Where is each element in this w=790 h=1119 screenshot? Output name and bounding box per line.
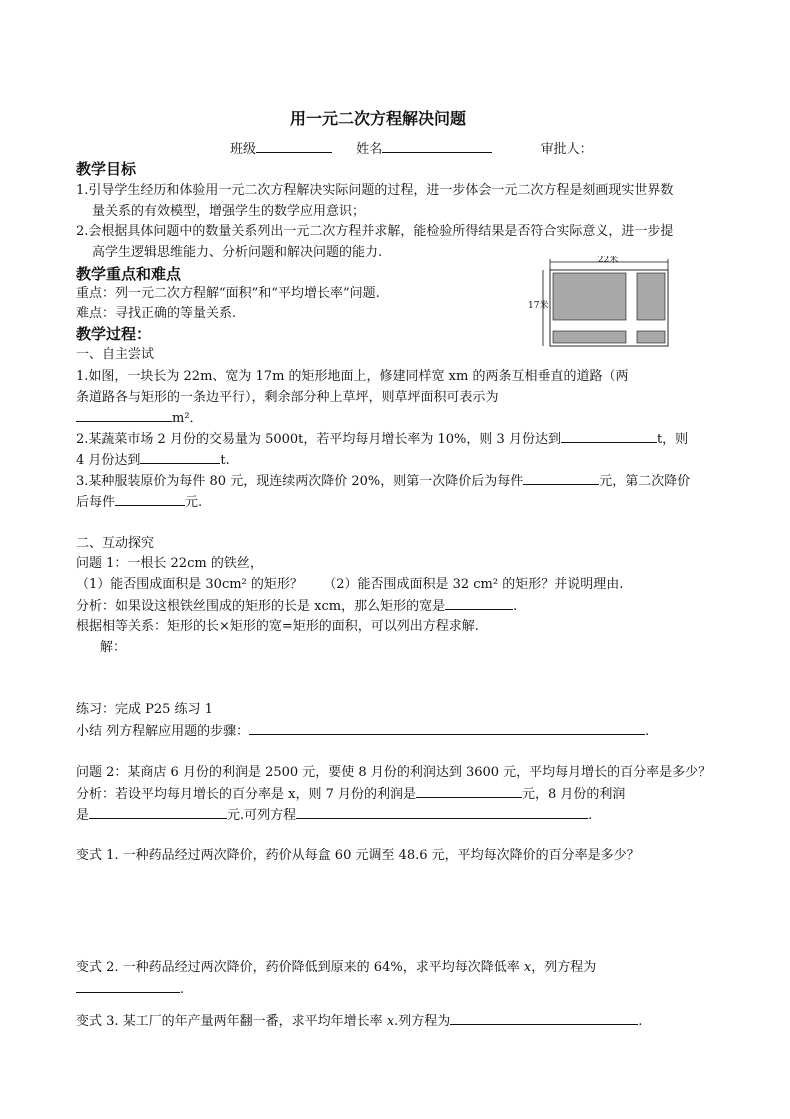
- key-points-heading: 教学重点和难点: [76, 265, 182, 283]
- name-label: 姓名: [356, 142, 383, 157]
- q1-blank[interactable]: [76, 407, 172, 422]
- question-2-line-1: [76, 428, 688, 451]
- q3-unit: 元.: [185, 495, 203, 510]
- variant-3: [76, 1010, 642, 1033]
- v3-text-end: .列方程为: [394, 1014, 451, 1029]
- problem-1-q1: （1）能否围成面积是 30cm² 的矩形？: [76, 577, 303, 592]
- problem-2: 问题 2：某商店 6 月份的利润是 2500 元，要使 8 月份的利润达到 3600 元，平均每月增长的百分率是多少？: [76, 765, 712, 780]
- q2-text: 2.某蔬菜市场 2 月份的交易量为 5000t，若平均每月增长率为 10%，则 3 月份达到: [76, 432, 561, 447]
- summary-dot: .: [645, 724, 650, 739]
- q3-blank-2[interactable]: [115, 491, 185, 506]
- analysis-text: 分析：如果设这根铁丝围成的矩形的长是 xcm，那么矩形的宽是: [76, 599, 446, 614]
- question-2-line-2: [76, 449, 230, 472]
- problem-1-analysis: [76, 595, 517, 618]
- v3-dot: .: [638, 1014, 643, 1029]
- height-label: 17米: [528, 301, 549, 311]
- goal-1-line-2: 量关系的有效模型，增强学生的数学应用意识；: [92, 204, 366, 219]
- p2-blank-1[interactable]: [416, 783, 522, 798]
- width-label: 22米: [597, 256, 619, 265]
- v3-blank[interactable]: [450, 1010, 638, 1025]
- p2-blank-2[interactable]: [89, 804, 227, 819]
- q2-text-end: t，则: [656, 432, 689, 447]
- summary-blank[interactable]: [249, 720, 645, 735]
- process-heading: 教学过程：: [76, 325, 152, 343]
- v3-text: 变式 3. 某工厂的年产量两年翻一番，求平均年增长率: [76, 1014, 383, 1029]
- v3-variable: x: [386, 1014, 395, 1029]
- difficulty-point: 难点：寻找正确的等量关系.: [76, 306, 237, 321]
- v2-variable: x: [523, 960, 532, 975]
- question-3-line-2: [76, 491, 202, 514]
- problem-2-analysis: [76, 783, 625, 806]
- problem-1-questions: [76, 574, 623, 596]
- q3-text-2: 后每件: [76, 495, 116, 510]
- q2-blank-1[interactable]: [561, 428, 657, 443]
- grass-block: [553, 331, 626, 343]
- v2-blank[interactable]: [76, 978, 180, 993]
- q1-unit: m²．: [172, 411, 203, 426]
- variant-2-answer: [76, 978, 184, 1001]
- name-blank[interactable]: [382, 138, 492, 153]
- header-line: [230, 138, 593, 157]
- grass-block: [637, 331, 665, 343]
- question-3-line-1: [76, 470, 690, 493]
- question-1-line-1: 1.如图，一块长为 22m、宽为 17m 的矩形地面上，修建同样宽 xm 的两条互相垂直的道路（两: [76, 369, 629, 384]
- key-point: 重点：列一元二次方程解“面积”和“平均增长率”问题.: [76, 286, 380, 301]
- class-label: 班级: [230, 142, 257, 157]
- p2-is: 是: [76, 808, 90, 823]
- problem-1-q2: （2）能否围成面积是 32 cm² 的矩形？并说明理由.: [323, 577, 624, 592]
- q2-text-2: 4 月份达到: [76, 453, 141, 468]
- grass-block: [553, 273, 626, 320]
- goal-2-line-2: 高学生逻辑思维能力、分析问题和解决问题的能力.: [92, 245, 383, 260]
- analysis-blank[interactable]: [445, 595, 513, 610]
- p2-analysis-text: 分析：若设平均每月增长的百分率是 x，则 7 月份的利润是: [76, 787, 416, 802]
- v2-dot: .: [180, 982, 185, 997]
- q3-blank-1[interactable]: [523, 470, 599, 485]
- problem-2-equation: [76, 804, 592, 827]
- q3-text-end: 元，第二次降价: [599, 474, 691, 489]
- goal-1-line-1: 1.引导学生经历和体验用一元二次方程解决实际问题的过程，进一步体会一元二次方程是刻画现实世界数: [76, 183, 674, 198]
- goals-heading: 教学目标: [76, 160, 137, 178]
- v2-text: 变式 2. 一种药品经过两次降价，药价降低到原来的 64%，求平均每次降低率: [76, 960, 520, 975]
- section-2-title: 二、互动探究: [76, 536, 155, 551]
- p2-eq-text: 元.可列方程: [227, 808, 297, 823]
- page-title: 用一元二次方程解决问题: [290, 109, 467, 128]
- q2-blank-2[interactable]: [140, 449, 220, 464]
- q3-text: 3.某种服装原价为每件 80 元，现连续两次降价 20%，则第一次降价后为每件: [76, 474, 524, 489]
- solution-label: 解：: [100, 640, 127, 655]
- grass-block: [637, 273, 665, 320]
- summary-line: [76, 720, 649, 743]
- q2-unit: t.: [220, 453, 230, 468]
- question-1-line-3: [76, 407, 203, 430]
- problem-1: 问题 1：一根长 22cm 的铁丝，: [76, 556, 263, 571]
- p2-blank-3[interactable]: [296, 804, 588, 819]
- approver-label: 审批人：: [540, 142, 593, 157]
- goal-2-line-1: 2.会根据具体问题中的数量关系列出一元二次方程并求解，能检验所得结果是否符合实际意义，进一步提: [76, 224, 674, 239]
- rectangle-roads-figure: [528, 256, 678, 352]
- practice-line: 练习：完成 P25 练习 1: [76, 702, 213, 717]
- p2-analysis-mid: 元，8 月份的利润: [522, 787, 626, 802]
- v2-text-end: ，列方程为: [531, 960, 597, 975]
- equal-relation: 根据相等关系：矩形的长×矩形的宽=矩形的面积，可以列出方程求解.: [76, 619, 479, 634]
- class-blank[interactable]: [256, 138, 332, 153]
- p2-dot: .: [588, 808, 593, 823]
- summary-text: 小结 列方程解应用题的步骤：: [76, 724, 250, 739]
- variant-1: 变式 1. 一种药品经过两次降价，药价从每盒 60 元调至 48.6 元，平均每次降价的百分率是多少？: [76, 848, 640, 863]
- section-1-title: 一、自主尝试: [76, 347, 155, 362]
- analysis-dot: .: [513, 599, 518, 614]
- question-1-line-2: 条道路各与矩形的一条边平行），剩余部分种上草坪，则草坪面积可表示为: [76, 390, 499, 405]
- variant-2: [76, 957, 596, 979]
